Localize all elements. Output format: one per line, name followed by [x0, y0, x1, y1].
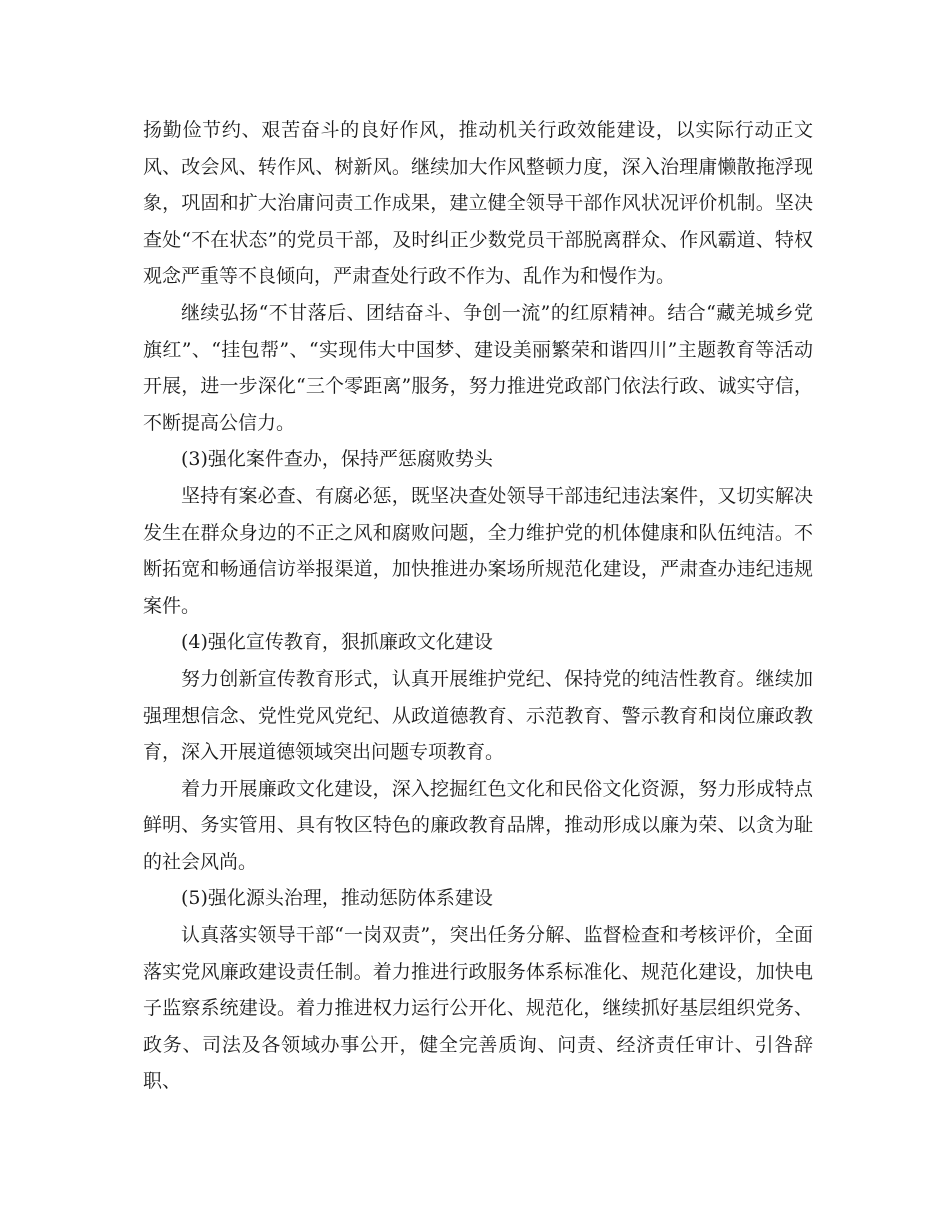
- document-body: [143, 112, 813, 1100]
- paragraph: 继续弘扬“不甘落后、团结奋斗、争创一流”的红原精神。结合“藏羌城乡党旗红”、“挂包帮”、“实现伟大中国梦、建设美丽繁荣和谐四川”主题教育等活动开展，进一步深化“三个零距离”服务，努力推进党政部门依法行政、诚实守信，不断提高公信力。: [143, 301, 813, 434]
- section-heading: (5)强化源头治理，推动惩防体系建设: [181, 887, 493, 910]
- section-heading: (3)强化案件查办，保持严惩腐败势头: [181, 448, 493, 471]
- section-heading: (4)强化宣传教育，狠抓廉政文化建设: [181, 631, 493, 654]
- paragraph: 努力创新宣传教育形式，认真开展维护党纪、保持党的纯洁性教育。继续加强理想信念、党性党风党纪、从政道德教育、示范教育、警示教育和岗位廉政教育，深入开展道德领域突出问题专项教育。: [143, 667, 813, 764]
- paragraph: 认真落实领导干部“一岗双责”，突出任务分解、监督检查和考核评价，全面落实党风廉政建设责任制。着力推进行政服务体系标准化、规范化建设，加快电子监察系统建设。着力推进权力运行公开化、规范化，继续抓好基层组织党务、政务、司法及各领域办事公开，健全完善质询、问责、经济责任审计、引咎辞职、: [143, 924, 813, 1093]
- paragraph: 坚持有案必查、有腐必惩，既坚决查处领导干部违纪违法案件，又切实解决发生在群众身边的不正之风和腐败问题，全力维护党的机体健康和队伍纯洁。不断拓宽和畅通信访举报渠道，加快推进办案场所规范化建设，严肃查办违纪违规案件。: [143, 484, 813, 617]
- paragraph: 着力开展廉政文化建设，深入挖掘红色文化和民俗文化资源，努力形成特点鲜明、务实管用、具有牧区特色的廉政教育品牌，推动形成以廉为荣、以贪为耻的社会风尚。: [143, 777, 813, 873]
- paragraph-continued: 扬勤俭节约、艰苦奋斗的良好作风，推动机关行政效能建设，以实际行动正文风、改会风、转作风、树新风。继续加大作风整顿力度，深入治理庸懒散拖浮现象，巩固和扩大治庸问责工作成果，建立健全领导干部作风状况评价机制。坚决查处“不在状态”的党员干部，及时纠正少数党员干部脱离群众、作风霸道、特权观念严重等不良倾向，严肃查处行政不作为、乱作为和慢作为。: [143, 119, 813, 288]
